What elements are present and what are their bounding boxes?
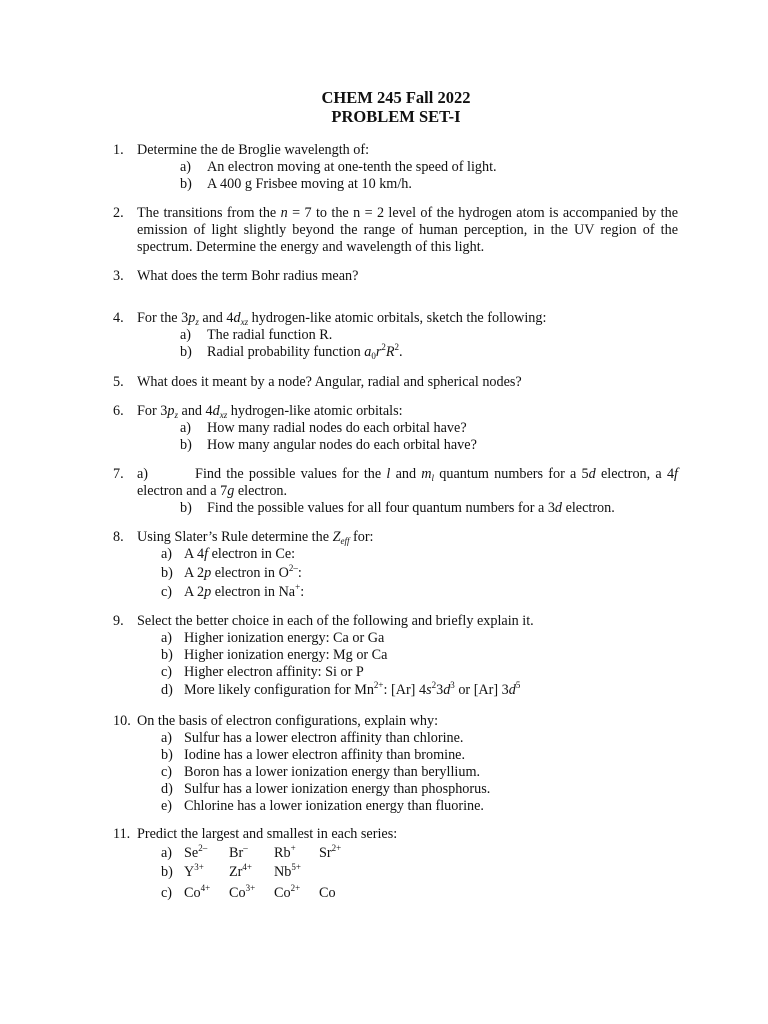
- problem-part: e) Chlorine has a lower ionization energy than fluorine.: [161, 798, 484, 814]
- problem-part: b) How many angular nodes do each orbital have?: [180, 437, 477, 453]
- problem-number: 8.: [113, 529, 124, 545]
- problem-text: What does the term Bohr radius mean?: [137, 268, 359, 284]
- problem-number: 1.: [113, 142, 124, 158]
- problem-number: 7.: [113, 466, 124, 482]
- problem-part: c) A 2p electron in Na+:: [161, 582, 305, 600]
- problem-part: a) An electron moving at one-tenth the speed of light.: [180, 159, 497, 175]
- problem-1: [113, 142, 678, 193]
- problem-part: c) Boron has a lower ionization energy than beryllium.: [161, 764, 481, 780]
- problem-number: 3.: [113, 268, 124, 284]
- problem-10: [113, 713, 678, 815]
- problem-number: 2.: [113, 205, 124, 221]
- problem-text: a) Find the possible values for the l and $m_l$ quantum numbers for a 5d electron, a 4f electron and a 7g electron.: [137, 466, 678, 499]
- problem-part: a) Higher ionization energy: Ca or Ga: [161, 630, 385, 646]
- problem-5: [113, 374, 678, 391]
- problem-part: b) Iodine has a lower electron affinity than bromine.: [161, 747, 466, 763]
- ion: Br–: [229, 843, 248, 861]
- problem-number: 10.: [113, 713, 131, 729]
- ion: $Se^{2-}$: [184, 843, 208, 861]
- problem-part: a) Sulfur has a lower electron affinity than chlorine.: [161, 730, 464, 746]
- problem-number: 6.: [113, 403, 124, 419]
- problem-part: b) Higher ionization energy: Mg or Ca: [161, 647, 388, 663]
- problem-2: [113, 205, 678, 256]
- problem-number: 4.: [113, 310, 124, 326]
- problem-text: Select the better choice in each of the following and briefly explain it.: [137, 613, 534, 629]
- ion: $Y^{3+}$: [184, 862, 204, 880]
- problem-number: 11.: [113, 826, 131, 842]
- problem-text: On the basis of electron configurations, explain why:: [137, 713, 439, 729]
- problem-part: d) Sulfur has a lower ionization energy than phosphorus.: [161, 781, 491, 797]
- problem-text: For the $3p_z$ and $4d_{xz}$ hydrogen-like atomic orbitals, sketch the following:: [137, 310, 547, 327]
- problem-part: b) Radial probability function $a_0r^2R^2$.: [180, 342, 403, 361]
- problem-7: [113, 466, 678, 517]
- problem-set-title: PROBLEM SET-I: [331, 107, 461, 126]
- problem-part: b) A 2p electron in $O^{2-}$:: [161, 563, 302, 581]
- ion-series-c: c) $Co^{4+}$ $Co^{3+}$ $Co^{2+}$ Co: [113, 885, 678, 902]
- problem-part: b) A 400 g Frisbee moving at 10 km/h.: [180, 176, 412, 192]
- problem-text: The transitions from the n = 7 to the n = 2 level of the hydrogen atom is accompanied by the emission of light slightly beyond the range of human perception, in the UV region of the spectrum. Determine the energy and wavelength of this light.: [137, 205, 678, 255]
- problem-9: [113, 613, 678, 699]
- problem-8: [113, 529, 678, 601]
- ion: $Zr^{4+}$: [229, 862, 252, 880]
- ion: $Nb^{5+}$: [274, 862, 301, 880]
- ion-series-b: b) $Y^{3+}$ $Zr^{4+}$ $Nb^{5+}$: [113, 864, 678, 881]
- problem-6: [113, 403, 678, 454]
- problem-text: What does it meant by a node? Angular, radial and spherical nodes?: [137, 374, 522, 390]
- ion: Rb+: [274, 843, 296, 861]
- problem-4: [113, 310, 678, 361]
- problem-part: d) More likely configuration for $Mn^{2+}$: [Ar] $4s^23d^3$ or [Ar] $3d^5$: [161, 680, 521, 698]
- ion: $Co^{3+}$: [229, 883, 256, 901]
- problem-11: [113, 826, 678, 902]
- problem-text: Predict the largest and smallest in each series:: [137, 826, 398, 842]
- problem-part: a) A 4f electron in Ce:: [161, 546, 296, 562]
- ion-series-a: a) $Se^{2-}$ Br– Rb+ $Sr^{2+}$: [113, 845, 678, 862]
- course-title: CHEM 245 Fall 2022: [321, 88, 471, 107]
- ion: $Sr^{2+}$: [319, 843, 342, 861]
- problem-text: Determine the de Broglie wavelength of:: [137, 142, 370, 158]
- ion: $Co^{2+}$: [274, 883, 301, 901]
- problem-text: Using Slater’s Rule determine the $Z_{eff}$ for:: [137, 529, 374, 546]
- problem-part: b) Find the possible values for all four quantum numbers for a 3d electron.: [180, 500, 615, 516]
- problem-number: 9.: [113, 613, 124, 629]
- problem-part: c) Higher electron affinity: Si or P: [161, 664, 364, 680]
- problem-part: a) The radial function R.: [180, 327, 333, 343]
- problem-3: [113, 268, 678, 285]
- problem-part: a) How many radial nodes do each orbital have?: [180, 420, 467, 436]
- problem-text: For $3p_z$ and $4d_{xz}$ hydrogen-like atomic orbitals:: [137, 403, 403, 420]
- ion: Co: [319, 885, 336, 901]
- ion: $Co^{4+}$: [184, 883, 211, 901]
- problem-number: 5.: [113, 374, 124, 390]
